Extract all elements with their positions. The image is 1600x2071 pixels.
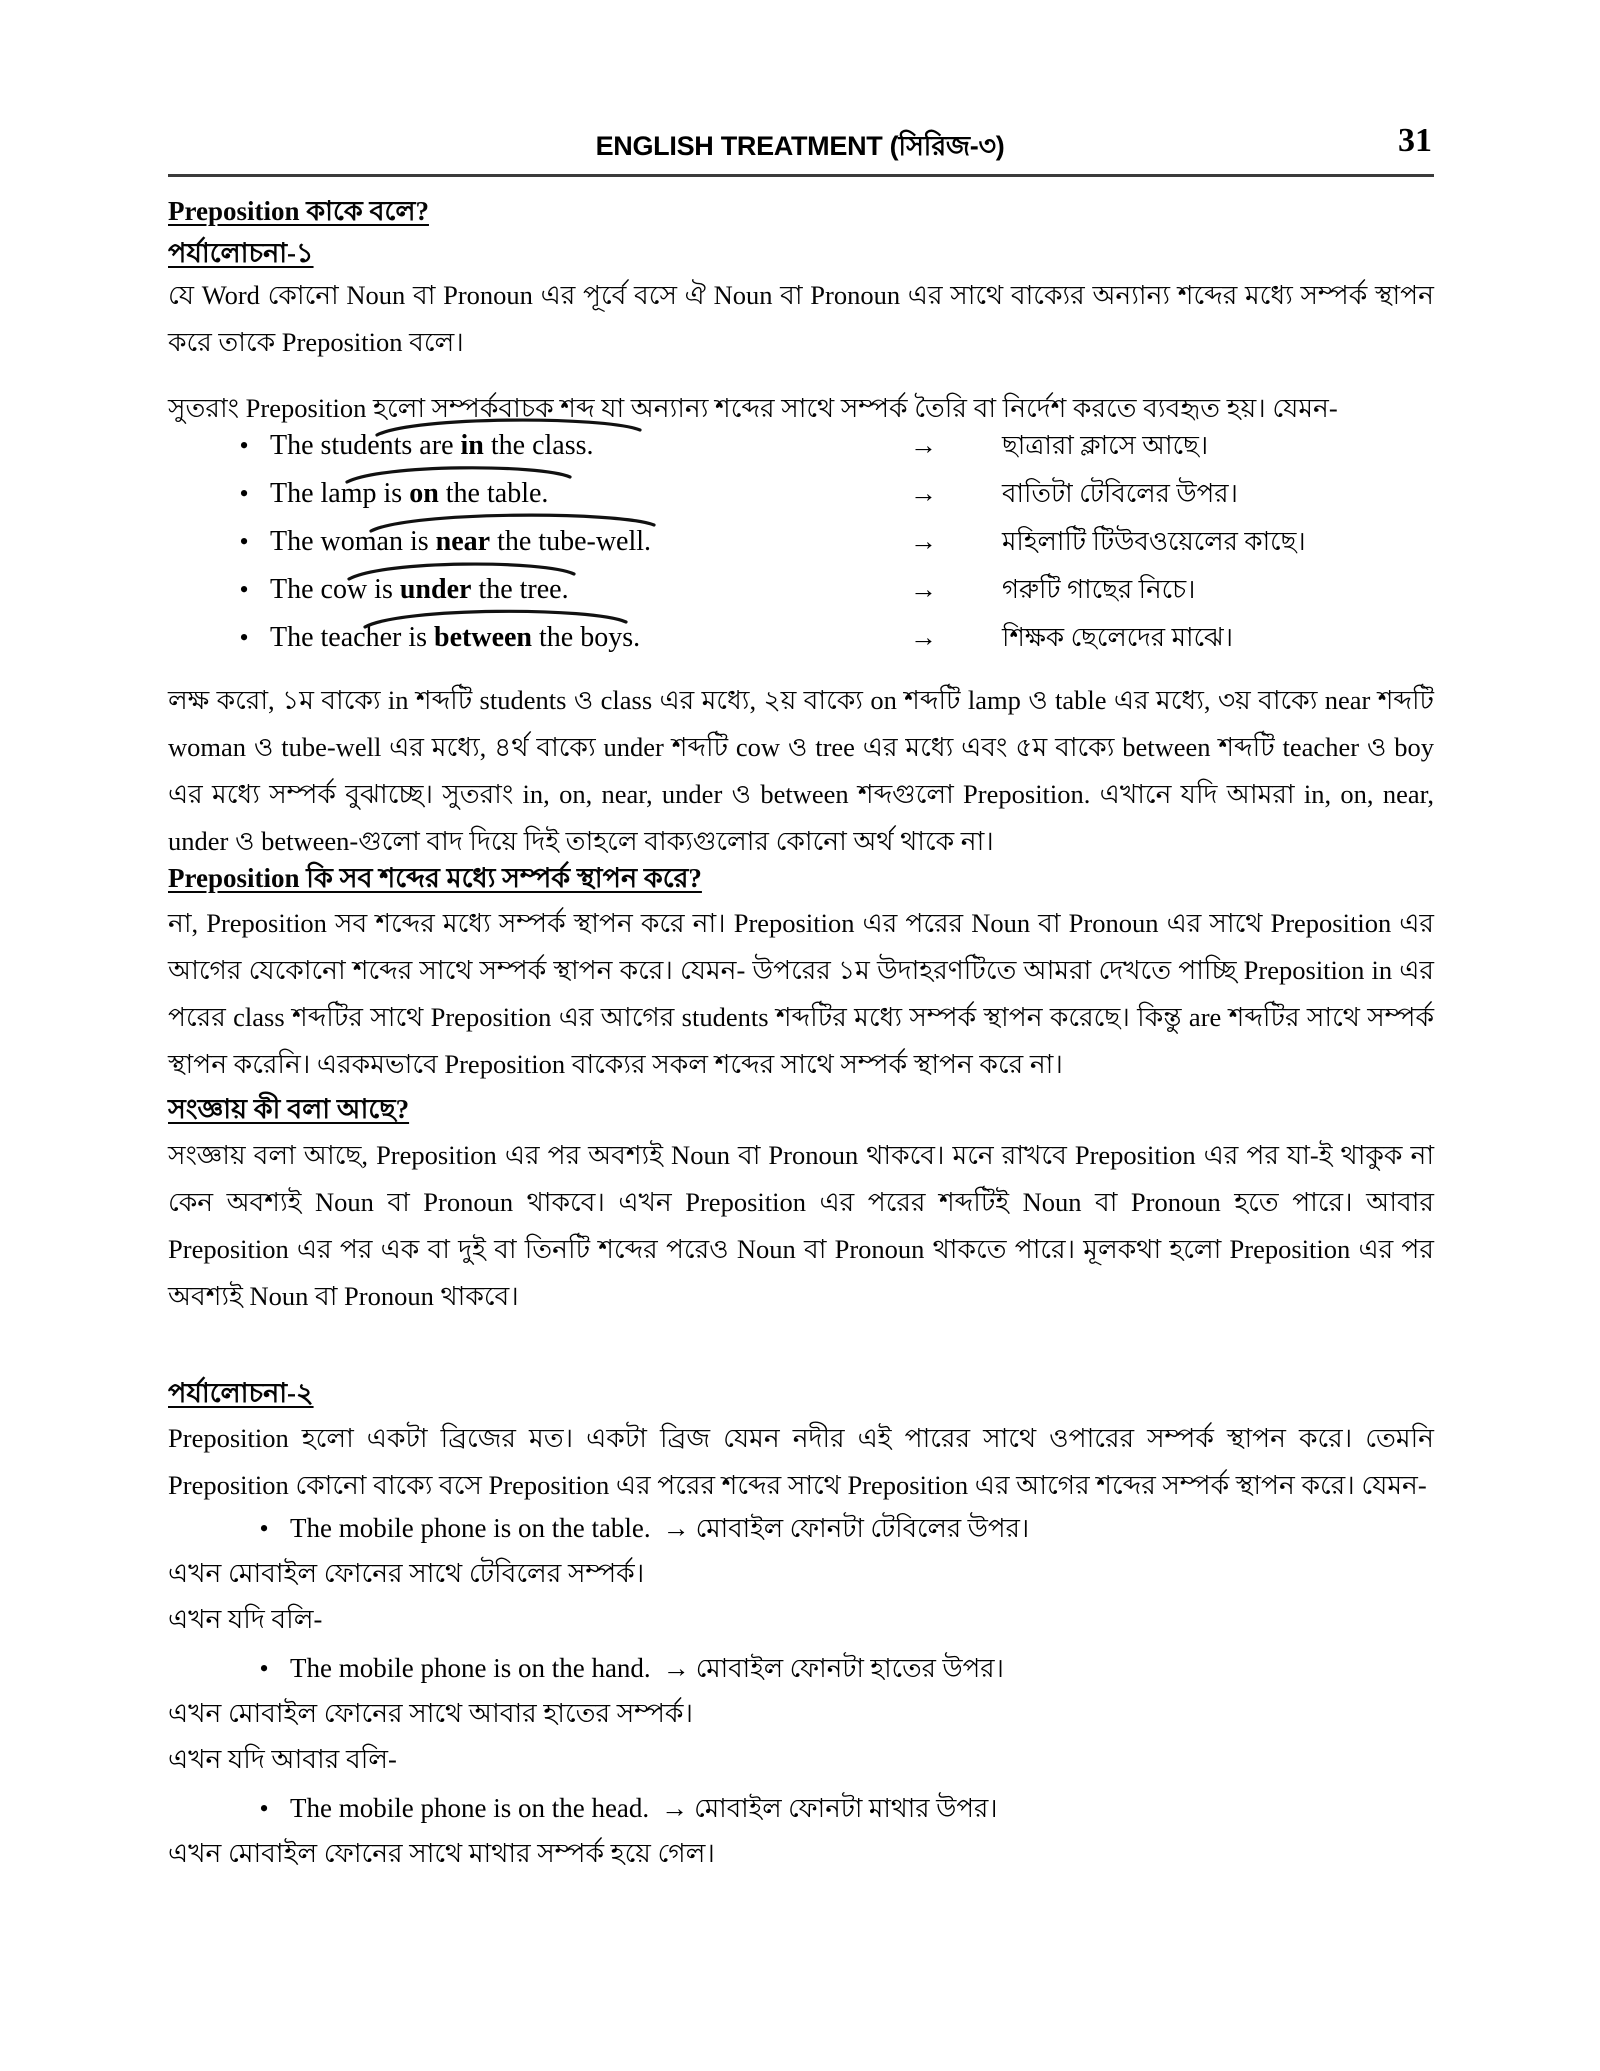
example-sentence: The mobile phone is on the table. <box>290 1513 651 1543</box>
example-translation: ছাত্রারা ক্লাসে আছে। <box>1002 431 1209 460</box>
example-list <box>168 425 1434 665</box>
header-divider <box>168 174 1434 177</box>
book-title: ENGLISH TREATMENT (সিরিজ-৩) <box>595 131 1005 161</box>
arrow-icon: → <box>662 1653 690 1683</box>
bullet-icon <box>168 625 270 651</box>
example-sentence <box>270 526 910 558</box>
list-item <box>168 1788 1434 1832</box>
page-header <box>168 122 1432 170</box>
list-item <box>168 473 1434 521</box>
list-item <box>168 617 1434 665</box>
example-sentence-post: the tree. <box>471 574 569 605</box>
bullet-icon <box>168 481 270 507</box>
paragraph-definition: যে Word কোনো Noun বা Pronoun এর পূর্বে বসে ঐ Noun বা Pronoun এর সাথে বাক্যের অন্যান্য শব্দের মধ্যে সম্পর্ক স্থাপন করে তাকে Preposition বলে। <box>168 280 1434 358</box>
heading-all-words-question: Preposition কি সব শব্দের মধ্যে সম্পর্ক স্থাপন করে? <box>168 863 702 893</box>
example-translation: মোবাইল ফোনটা টেবিলের উপর। <box>695 1514 1030 1543</box>
example-translation: গরুটি গাছের নিচে। <box>1002 575 1196 604</box>
example-sentence-post: the class. <box>483 430 594 461</box>
arrow-icon: → <box>910 430 937 460</box>
example-sentence-post: the tube-well. <box>490 526 652 557</box>
example-preposition: between <box>434 622 533 653</box>
note-prompt-2: এখন যদি আবার বলি- <box>168 1744 397 1774</box>
list-item <box>168 1648 1434 1692</box>
example-translation: বাতিটা টেবিলের উপর। <box>1002 479 1238 508</box>
example-translation: শিক্ষক ছেলেদের মাঝে। <box>1002 623 1234 652</box>
arrow-icon: → <box>910 526 937 556</box>
paragraph-intro: সুতরাং Preposition হলো সম্পর্কবাচক শব্দ যা অন্যান্য শব্দের সাথে সম্পর্ক তৈরি বা নির্দেশ করতে ব্যবহৃত হয়। যেমন- <box>168 393 1338 423</box>
example-sentence-post: the boys. <box>532 622 641 653</box>
example-sentence-pre: The students are <box>270 430 461 461</box>
bullet-icon <box>168 1796 290 1822</box>
example-sentence-pre: The woman is <box>270 526 436 557</box>
example-preposition: under <box>399 574 472 605</box>
paragraph-bridge-analogy: Preposition হলো একটা ব্রিজের মত। একটা ব্রিজ যেমন নদীর এই পারের সাথে ওপারের সম্পর্ক স্থাপন করে। তেমনি Preposition কোনো বাক্যে বসে Preposition এর পরের শব্দের সাথে Preposition এর আগের শব্দের সম্পর্ক স্থাপন করে। যেমন- <box>168 1423 1434 1501</box>
paragraph-analysis: লক্ষ করো, ১ম বাক্যে in শব্দটি students ও class এর মধ্যে, ২য় বাক্যে on শব্দটি lamp ও table এর মধ্যে, ৩য় বাক্যে near শব্দটি woman ও tube-well এর মধ্যে, ৪র্থ বাক্যে under শব্দটি cow ও tree এর মধ্যে এবং ৫ম বাক্যে between শব্দটি teacher ও boy এর মধ্যে সম্পর্ক বুঝাচ্ছে। সুতরাং in, on, near, under ও between শব্দগুলো Preposition. এখানে যদি আমরা in, on, near, under ও between-গুলো বাদ দিয়ে দিই তাহলে বাক্যগুলোর কোনো অর্থ থাকে না। <box>168 685 1434 857</box>
list-item <box>168 521 1434 569</box>
heading-review-2: পর্যালোচনা-২ <box>168 1378 314 1408</box>
example-sentence-pre: The teacher is <box>270 622 435 653</box>
arrow-icon: → <box>910 478 937 508</box>
heading-definition-question: সংজ্ঞায় কী বলা আছে? <box>168 1094 410 1124</box>
example-sentence <box>270 574 910 606</box>
example-sentence-post: the table. <box>438 478 549 509</box>
example-sentence <box>270 478 910 510</box>
page-number: 31 <box>1398 122 1432 159</box>
list-item <box>168 1508 1434 1552</box>
example-preposition: near <box>435 526 491 557</box>
bullet-icon <box>168 577 270 603</box>
bullet-icon <box>168 1516 290 1542</box>
example-translation: মোবাইল ফোনটা মাথার উপর। <box>694 1794 998 1823</box>
example-sentence <box>270 622 910 654</box>
example-sentence: The mobile phone is on the hand. <box>290 1653 651 1683</box>
heading-preposition-definition: Preposition কাকে বলে? <box>168 196 429 226</box>
example-sentence <box>270 430 910 462</box>
list-item <box>168 425 1434 473</box>
note-table-relation: এখন মোবাইল ফোনের সাথে টেবিলের সম্পর্ক। <box>168 1558 645 1588</box>
arrow-icon: → <box>662 1513 690 1543</box>
example-preposition: on <box>409 478 439 509</box>
bullet-icon <box>168 1656 290 1682</box>
arrow-icon: → <box>910 574 937 604</box>
example-translation: মোবাইল ফোনটা হাতের উপর। <box>695 1654 1004 1683</box>
example-sentence-pre: The lamp is <box>270 478 410 509</box>
example-translation: মহিলাটি টিউবওয়েলের কাছে। <box>1002 527 1306 556</box>
note-head-relation: এখন মোবাইল ফোনের সাথে মাথার সম্পর্ক হয়ে গেল। <box>168 1838 715 1868</box>
example-preposition: in <box>460 430 484 461</box>
example-sentence-pre: The cow is <box>270 574 400 605</box>
note-prompt-1: এখন যদি বলি- <box>168 1604 323 1634</box>
bullet-icon <box>168 433 270 459</box>
paragraph-definition-answer: সংজ্ঞায় বলা আছে, Preposition এর পর অবশ্যই Noun বা Pronoun থাকবে। মনে রাখবে Preposition এর পর যা-ই থাকুক না কেন অবশ্যই Noun বা Pronoun থাকবে। এখন Preposition এর পরের শব্দটিই Noun বা Pronoun হতে পারে। আবার Preposition এর পর এক বা দুই বা তিনটি শব্দের পরেও Noun বা Pronoun থাকতে পারে। মূলকথা হলো Preposition এর পর অবশ্যই Noun বা Pronoun থাকবে। <box>168 1140 1434 1312</box>
list-item <box>168 569 1434 617</box>
arrow-icon: → <box>910 622 937 652</box>
example-sentence: The mobile phone is on the head. <box>290 1793 650 1823</box>
bullet-icon <box>168 529 270 555</box>
arrow-icon: → <box>661 1793 689 1823</box>
paragraph-all-words-answer: না, Preposition সব শব্দের মধ্যে সম্পর্ক স্থাপন করে না। Preposition এর পরের Noun বা Pronoun এর সাথে Preposition এর আগের যেকোনো শব্দের সাথে সম্পর্ক স্থাপন করে। যেমন- উপরের ১ম উদাহরণটিতে আমরা দেখতে পাচ্ছি Preposition in এর পরের class শব্দটির সাথে Preposition এর আগের students শব্দটির মধ্যে সম্পর্ক স্থাপন করেছে। কিন্তু are শব্দটির সাথে সম্পর্ক স্থাপন করেনি। এরকমভাবে Preposition বাক্যের সকল শব্দের সাথে সম্পর্ক স্থাপন করে না। <box>168 908 1434 1080</box>
note-hand-relation: এখন মোবাইল ফোনের সাথে আবার হাতের সম্পর্ক। <box>168 1698 693 1728</box>
heading-review-1: পর্যালোচনা-১ <box>168 238 314 268</box>
